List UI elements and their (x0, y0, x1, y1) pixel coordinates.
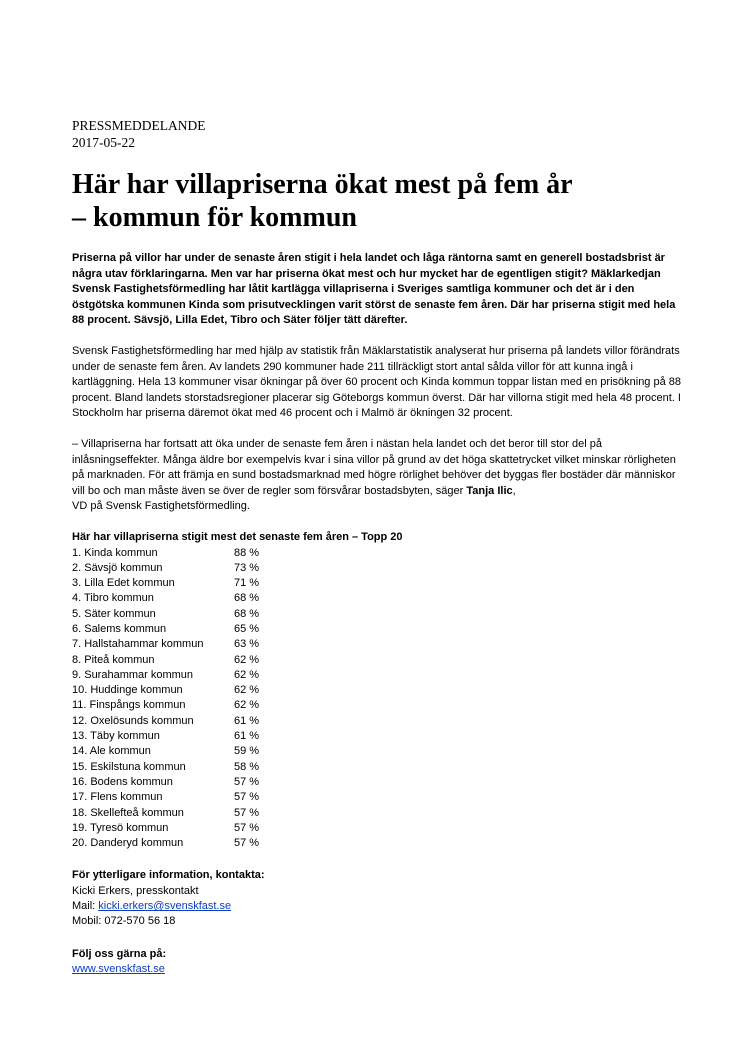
price-increase: 57 % (234, 837, 260, 850)
municipality-name: 19. Tyresö kommun (72, 821, 169, 834)
page-title (72, 168, 682, 234)
table-row (72, 775, 682, 790)
title-line-1: Här har villapriserna ökat mest på fem år (72, 169, 573, 200)
table-row (72, 546, 682, 561)
municipality-name: 15. Eskilstuna kommun (72, 760, 186, 773)
municipality-name: 10. Huddinge kommun (72, 684, 183, 697)
municipality-name: 8. Piteå kommun (72, 653, 155, 666)
table-row (72, 653, 682, 668)
table-row (72, 607, 682, 622)
table-row (72, 561, 682, 576)
table-row (72, 591, 682, 606)
price-increase: 73 % (234, 561, 260, 574)
price-increase: 57 % (234, 775, 260, 788)
municipality-name: 20. Danderyd kommun (72, 837, 184, 850)
table-row (72, 790, 682, 805)
municipality-name: 3. Lilla Edet kommun (72, 577, 175, 590)
contact-person: Kicki Erkers, presskontakt (72, 884, 199, 897)
table-row (72, 760, 682, 775)
price-increase: 61 % (234, 730, 260, 743)
price-increase: 57 % (234, 791, 260, 804)
table-row (72, 576, 682, 591)
price-increase: 57 % (234, 806, 260, 819)
contact-section (72, 868, 682, 977)
table-row (72, 836, 682, 851)
quote-suffix: , (512, 484, 516, 497)
table-row (72, 698, 682, 713)
lead-paragraph: Priserna på villor har under de senaste åren stigit i hela landet och låga räntorna samt en generell bostadsbrist är några utav förklaringarna. Men var har priserna ökat mest och hur mycket har de egentligen stigit? Mäklarkedjan Svensk Fastighetsförmedling har låtit kartlägga villapriserna i Sveriges samtliga kommuner och det är i den östgötska kommunen Kinda som prisutvecklingen varit störst de senaste fem åren. Där har priserna stigit med hela 88 procent. Sävsjö, Lilla Edet, Tibro och Säter följer tätt därefter. (72, 252, 676, 327)
price-increase: 62 % (234, 653, 260, 666)
price-increase: 63 % (234, 638, 260, 651)
table-row (72, 744, 682, 759)
website-link[interactable]: www.svenskfast.se (72, 962, 165, 975)
contact-heading: För ytterligare information, kontakta: (72, 869, 265, 882)
quote-paragraph (72, 437, 682, 515)
municipality-name: 11. Finspångs kommun (72, 699, 186, 712)
quote-role: VD på Svensk Fastighetsförmedling. (72, 500, 250, 513)
municipality-name: 12. Oxelösunds kommun (72, 714, 194, 727)
table-row (72, 622, 682, 637)
price-increase: 71 % (234, 577, 260, 590)
municipality-name: 14. Ale kommun (72, 745, 151, 758)
municipality-name: 18. Skellefteå kommun (72, 806, 184, 819)
price-increase: 62 % (234, 684, 260, 697)
follow-heading: Följ oss gärna på: (72, 947, 167, 960)
table-row (72, 637, 682, 652)
municipality-name: 9. Surahammar kommun (72, 668, 194, 681)
body-paragraph: Svensk Fastighetsförmedling har med hjälp av statistik från Mäklarstatistik analyserat hur priserna på landets villor förändrats under de senaste fem åren. Av landets 290 kommuner hade 211 tillräckligt stort antal sålda villor för att kunna ingå i kartläggning. Hela 13 kommuner visar ökningar på över 60 procent och Kinda kommun toppar listan med en prisökning på 88 procent. Bland landets storstadsregioner placerar sig Göteborgs kommun överst. Där har villorna stigit med hela 48 procent. I Stockholm har priserna däremot ökat med 46 procent och i Malmö är ökningen 32 procent. (72, 344, 682, 420)
price-increase: 68 % (234, 592, 260, 605)
price-increase: 88 % (234, 546, 260, 559)
table-row (72, 806, 682, 821)
price-increase: 61 % (234, 714, 260, 727)
price-increase: 59 % (234, 745, 260, 758)
price-increase: 68 % (234, 607, 260, 620)
table-row (72, 683, 682, 698)
municipality-name: 7. Hallstahammar kommun (72, 638, 204, 651)
mail-link[interactable]: kicki.erkers@svenskfast.se (98, 900, 232, 913)
press-release (72, 117, 682, 977)
municipality-name: 6. Salems kommun (72, 622, 167, 635)
table-row (72, 714, 682, 729)
mail-label: Mail: (72, 900, 99, 913)
quote-speaker: Tanja Ilic (466, 484, 513, 497)
ranking-title: Här har villapriserna stigit mest det senaste fem åren – Topp 20 (72, 530, 403, 543)
price-increase: 57 % (234, 821, 260, 834)
table-row (72, 668, 682, 683)
municipality-name: 5. Säter kommun (72, 607, 156, 620)
contact-phone: Mobil: 072-570 56 18 (72, 915, 176, 928)
price-increase: 65 % (234, 622, 260, 635)
municipality-name: 17. Flens kommun (72, 791, 163, 804)
ranking-list (72, 546, 682, 852)
price-increase: 62 % (234, 668, 260, 681)
municipality-name: 16. Bodens kommun (72, 775, 173, 788)
quote-text: – Villapriserna har fortsatt att öka under de senaste fem åren i nästan hela landet och det beror till stor del på inlåsningseffekter. Många äldre bor exempelvis kvar i sina villor på grund av det höga skattetrycket vilket minskar rörligheten på marknaden. För att främja en sund bostadsmarknad med högre rörlighet behöver det byggas fler bostäder där människor vill bo och man måste även se över de regler som försvårar bostadsbyten, säger (72, 437, 676, 497)
table-row (72, 821, 682, 836)
title-line-2: – kommun för kommun (72, 202, 357, 233)
table-row (72, 729, 682, 744)
municipality-name: 4. Tibro kommun (72, 592, 154, 605)
municipality-name: 2. Sävsjö kommun (72, 561, 163, 574)
municipality-name: 13. Täby kommun (72, 730, 160, 743)
document-label: PRESSMEDDELANDE (72, 118, 206, 133)
price-increase: 58 % (234, 760, 260, 773)
contact-mail (72, 899, 682, 914)
municipality-name: 1. Kinda kommun (72, 546, 158, 559)
document-date: 2017-05-22 (72, 135, 135, 150)
price-increase: 62 % (234, 699, 260, 712)
